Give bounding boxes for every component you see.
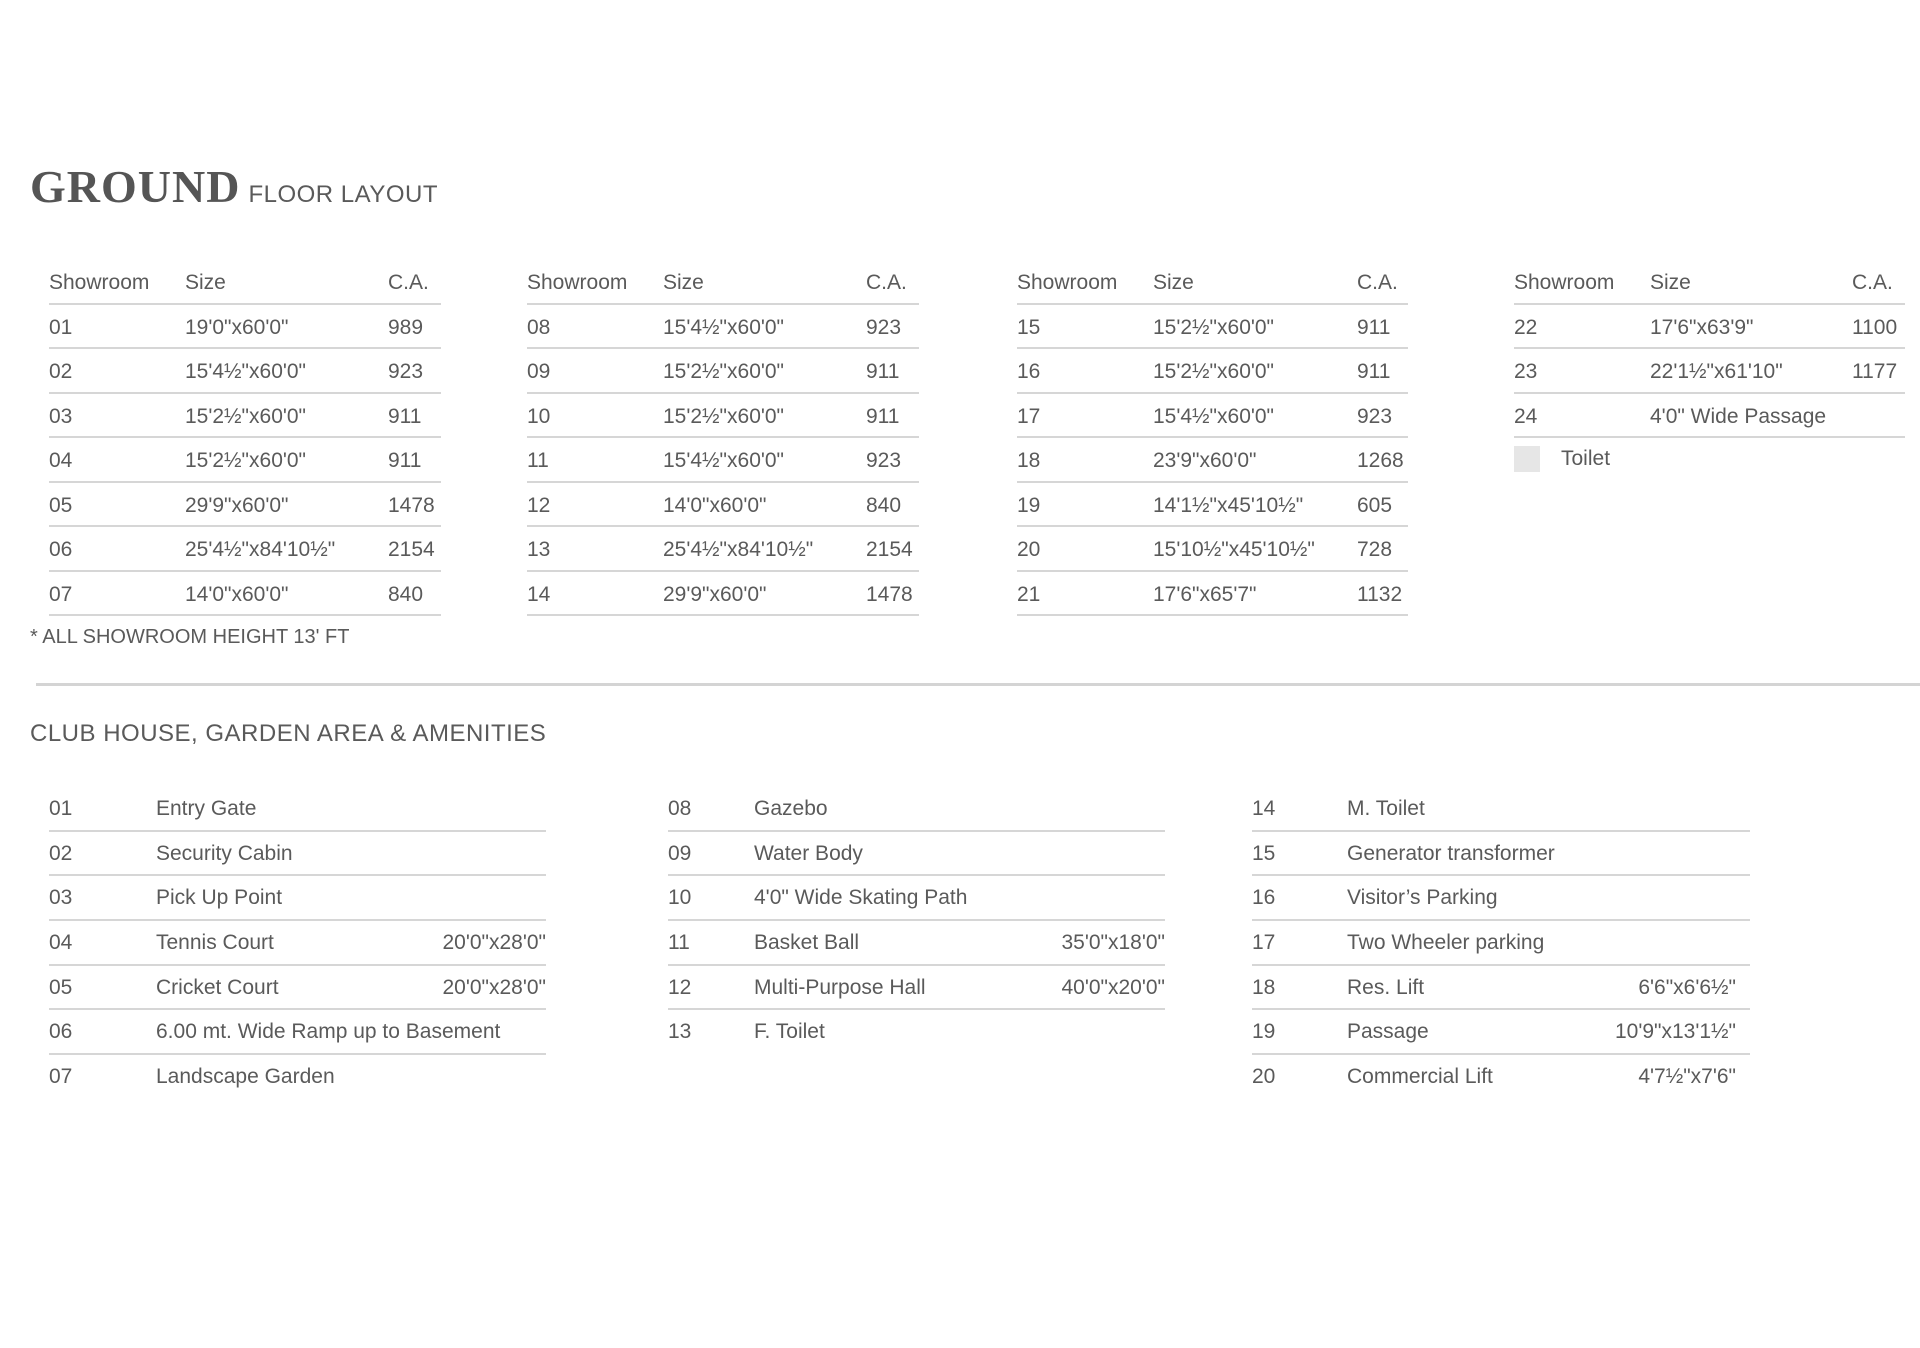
amenity-name: Passage — [1347, 1020, 1429, 1044]
amenity-name: Commercial Lift — [1347, 1065, 1493, 1089]
amenity-name: Pick Up Point — [156, 886, 283, 910]
table-row — [1017, 349, 1408, 394]
showroom-size: 15'4½"x60'0" — [663, 449, 785, 472]
showroom-carpet-area: 2154 — [388, 538, 435, 561]
amenity-number: 04 — [49, 931, 73, 955]
showroom-number: 11 — [527, 449, 549, 472]
showroom-table-header — [1017, 260, 1408, 305]
amenity-size: 20'0"x28'0" — [442, 931, 546, 955]
showroom-number: 13 — [527, 538, 551, 561]
showroom-carpet-area: 1478 — [866, 582, 913, 606]
amenity-size: 6'6"x6'6½" — [1638, 975, 1736, 999]
showroom-carpet-area: 2154 — [866, 538, 913, 561]
amenity-name: Security Cabin — [156, 841, 293, 865]
showroom-number: 14 — [527, 582, 551, 606]
showroom-carpet-area: 911 — [1357, 360, 1391, 383]
showroom-size: 15'4½"x60'0" — [185, 360, 307, 383]
table-row — [49, 572, 441, 617]
showroom-carpet-area: 840 — [388, 582, 424, 606]
list-item — [1252, 832, 1750, 877]
showroom-header: Showroom — [527, 271, 628, 294]
table-row — [527, 527, 919, 572]
showroom-carpet-area: 923 — [388, 360, 424, 383]
list-item — [49, 787, 546, 832]
amenity-name: Visitor’s Parking — [1347, 886, 1498, 910]
showroom-size: 29'9"x60'0" — [663, 582, 767, 606]
table-row — [1017, 394, 1408, 439]
amenity-name: 6.00 mt. Wide Ramp up to Basement — [156, 1020, 501, 1044]
showroom-size: 15'2½"x60'0" — [1153, 360, 1275, 383]
amenity-name: Basket Ball — [754, 931, 860, 955]
showroom-size: 23'9"x60'0" — [1153, 449, 1257, 472]
list-item — [1252, 921, 1750, 966]
amenity-number: 01 — [49, 797, 73, 820]
ca-header: C.A. — [388, 271, 429, 294]
amenity-name: Two Wheeler parking — [1347, 931, 1545, 955]
showroom-size: 22'1½"x61'10" — [1650, 360, 1783, 383]
showroom-carpet-area: 1132 — [1357, 582, 1403, 606]
list-item — [1252, 787, 1750, 832]
showroom-size: 17'6"x63'9" — [1650, 315, 1754, 339]
showroom-table-header — [527, 260, 919, 305]
showroom-number: 16 — [1017, 360, 1041, 383]
showroom-number: 20 — [1017, 538, 1041, 561]
showroom-number: 18 — [1017, 449, 1041, 472]
list-item — [668, 1010, 1165, 1053]
ca-header: C.A. — [1357, 271, 1398, 294]
showroom-size: 4'0" Wide Passage — [1650, 404, 1827, 428]
table-row — [527, 483, 919, 528]
amenity-number: 11 — [668, 931, 690, 955]
amenity-size: 40'0"x20'0" — [1061, 975, 1165, 999]
showroom-table-header — [49, 260, 441, 305]
amenity-number: 17 — [1252, 931, 1276, 955]
showroom-size: 17'6"x65'7" — [1153, 582, 1257, 606]
list-item — [668, 787, 1165, 832]
table-row — [1017, 438, 1408, 483]
showroom-carpet-area: 840 — [866, 493, 902, 517]
showroom-carpet-area: 911 — [866, 404, 900, 428]
showroom-number: 12 — [527, 493, 551, 517]
showroom-size: 15'10½"x45'10½" — [1153, 538, 1315, 561]
showroom-carpet-area: 1100 — [1852, 315, 1898, 339]
table-row — [1017, 483, 1408, 528]
showroom-number: 06 — [49, 538, 73, 561]
amenity-number: 06 — [49, 1020, 73, 1044]
table-row — [527, 305, 919, 350]
showroom-number: 19 — [1017, 493, 1041, 517]
showroom-table — [1514, 260, 1905, 438]
showroom-number: 15 — [1017, 315, 1041, 339]
showroom-carpet-area: 989 — [388, 315, 424, 339]
showroom-carpet-area: 923 — [866, 315, 902, 339]
table-row — [1514, 394, 1905, 439]
showroom-size: 15'4½"x60'0" — [1153, 404, 1275, 428]
amenity-number: 02 — [49, 841, 73, 865]
showroom-number: 10 — [527, 404, 551, 428]
table-row — [49, 305, 441, 350]
amenity-name: Cricket Court — [156, 975, 279, 999]
table-row — [1514, 349, 1905, 394]
table-row — [1017, 572, 1408, 617]
legend-label: Toilet — [1561, 447, 1611, 470]
list-item — [668, 832, 1165, 877]
showroom-table — [1017, 260, 1408, 616]
showroom-header: Showroom — [1514, 271, 1615, 294]
showroom-carpet-area: 923 — [1357, 404, 1393, 428]
amenity-size: 35'0"x18'0" — [1061, 931, 1165, 955]
showroom-table-header — [1514, 260, 1905, 305]
showroom-carpet-area: 1177 — [1852, 360, 1898, 383]
amenity-name: Res. Lift — [1347, 975, 1425, 999]
amenity-number: 10 — [668, 886, 692, 910]
table-row — [1514, 305, 1905, 350]
showroom-number: 21 — [1017, 582, 1041, 606]
toilet-legend-swatch — [1514, 446, 1540, 472]
showroom-size: 15'2½"x60'0" — [663, 360, 785, 383]
showroom-number: 02 — [49, 360, 73, 383]
table-row — [49, 438, 441, 483]
amenity-number: 18 — [1252, 975, 1276, 999]
showroom-size: 14'0"x60'0" — [663, 493, 767, 517]
amenity-number: 19 — [1252, 1020, 1276, 1044]
list-item — [1252, 966, 1750, 1011]
table-row — [49, 349, 441, 394]
size-header: Size — [1153, 271, 1194, 294]
amenity-name: Water Body — [754, 841, 863, 865]
showroom-carpet-area: 911 — [388, 449, 422, 472]
size-header: Size — [663, 271, 704, 294]
showroom-carpet-area: 1478 — [388, 493, 435, 517]
showroom-size: 19'0"x60'0" — [185, 315, 289, 339]
amenity-name: Entry Gate — [156, 797, 257, 820]
showroom-size: 15'2½"x60'0" — [1153, 315, 1275, 339]
amenities-title: CLUB HOUSE, GARDEN AREA & AMENITIES — [30, 720, 547, 747]
showroom-number: 08 — [527, 315, 551, 339]
list-item — [49, 921, 546, 966]
table-row — [1017, 527, 1408, 572]
showroom-carpet-area: 1268 — [1357, 449, 1404, 472]
showroom-table — [49, 260, 441, 616]
showroom-carpet-area: 911 — [866, 360, 900, 383]
showroom-carpet-area: 605 — [1357, 493, 1393, 517]
showroom-number: 17 — [1017, 404, 1041, 428]
showroom-carpet-area: 911 — [388, 404, 422, 428]
showroom-number: 22 — [1514, 315, 1538, 339]
amenities-list — [668, 787, 1165, 1053]
table-row — [49, 483, 441, 528]
table-row — [527, 394, 919, 439]
amenity-name: Tennis Court — [156, 931, 274, 955]
list-item — [49, 966, 546, 1011]
page-title — [30, 160, 438, 213]
list-item — [1252, 876, 1750, 921]
amenity-size: 4'7½"x7'6" — [1638, 1065, 1736, 1089]
showroom-number: 04 — [49, 449, 73, 472]
amenities-list — [49, 787, 546, 1098]
table-row — [49, 527, 441, 572]
showroom-size: 25'4½"x84'10½" — [663, 538, 814, 561]
amenity-name: Landscape Garden — [156, 1065, 335, 1089]
showroom-number: 01 — [49, 315, 73, 339]
amenity-number: 08 — [668, 797, 692, 820]
ca-header: C.A. — [1852, 271, 1893, 294]
amenity-name: 4'0" Wide Skating Path — [754, 886, 968, 910]
amenity-number: 13 — [668, 1020, 692, 1044]
amenity-size: 20'0"x28'0" — [442, 975, 546, 999]
table-row — [1017, 305, 1408, 350]
showroom-number: 03 — [49, 404, 73, 428]
table-row — [49, 394, 441, 439]
height-note: * ALL SHOWROOM HEIGHT 13' FT — [30, 626, 350, 648]
table-row — [527, 572, 919, 617]
amenity-name: Multi-Purpose Hall — [754, 975, 926, 999]
amenity-number: 16 — [1252, 886, 1276, 910]
list-item — [49, 832, 546, 877]
showroom-carpet-area: 923 — [866, 449, 902, 472]
showroom-size: 15'2½"x60'0" — [185, 449, 307, 472]
showroom-carpet-area: 911 — [1357, 315, 1391, 339]
amenity-number: 07 — [49, 1065, 73, 1089]
amenity-number: 14 — [1252, 797, 1276, 820]
amenity-number: 12 — [668, 975, 692, 999]
showroom-header: Showroom — [49, 271, 150, 294]
showroom-number: 09 — [527, 360, 551, 383]
list-item — [1252, 1055, 1750, 1098]
amenity-number: 03 — [49, 886, 73, 910]
amenity-name: Gazebo — [754, 797, 828, 820]
showroom-table — [527, 260, 919, 616]
list-item — [49, 876, 546, 921]
showroom-size: 14'0"x60'0" — [185, 582, 289, 606]
showroom-size: 14'1½"x45'10½" — [1153, 493, 1304, 517]
showroom-number: 05 — [49, 493, 73, 517]
list-item — [49, 1010, 546, 1055]
size-header: Size — [1650, 271, 1691, 294]
title-sub: FLOOR LAYOUT — [248, 181, 439, 208]
amenity-name: F. Toilet — [754, 1020, 825, 1044]
showroom-size: 15'4½"x60'0" — [663, 315, 785, 339]
showroom-size: 15'2½"x60'0" — [663, 404, 785, 428]
amenity-number: 20 — [1252, 1065, 1276, 1089]
amenity-size: 10'9"x13'1½" — [1614, 1020, 1736, 1044]
section-divider — [36, 683, 1920, 686]
amenity-number: 09 — [668, 841, 692, 865]
showroom-number: 07 — [49, 582, 73, 606]
showroom-size: 15'2½"x60'0" — [185, 404, 307, 428]
list-item — [49, 1055, 546, 1098]
size-header: Size — [185, 271, 226, 294]
showroom-size: 29'9"x60'0" — [185, 493, 289, 517]
list-item — [668, 921, 1165, 966]
table-row — [527, 349, 919, 394]
amenity-name: M. Toilet — [1347, 797, 1425, 820]
showroom-header: Showroom — [1017, 271, 1118, 294]
showroom-number: 23 — [1514, 360, 1538, 383]
list-item — [1252, 1010, 1750, 1055]
showroom-number: 24 — [1514, 404, 1538, 428]
amenity-number: 15 — [1252, 841, 1276, 865]
amenities-list — [1252, 787, 1750, 1098]
showroom-size: 25'4½"x84'10½" — [185, 538, 336, 561]
showroom-carpet-area: 728 — [1357, 538, 1393, 561]
list-item — [668, 876, 1165, 921]
table-row — [527, 438, 919, 483]
ca-header: C.A. — [866, 271, 907, 294]
title-main: GROUND — [30, 161, 241, 212]
amenity-number: 05 — [49, 975, 73, 999]
amenity-name: Generator transformer — [1347, 841, 1555, 865]
list-item — [668, 966, 1165, 1011]
